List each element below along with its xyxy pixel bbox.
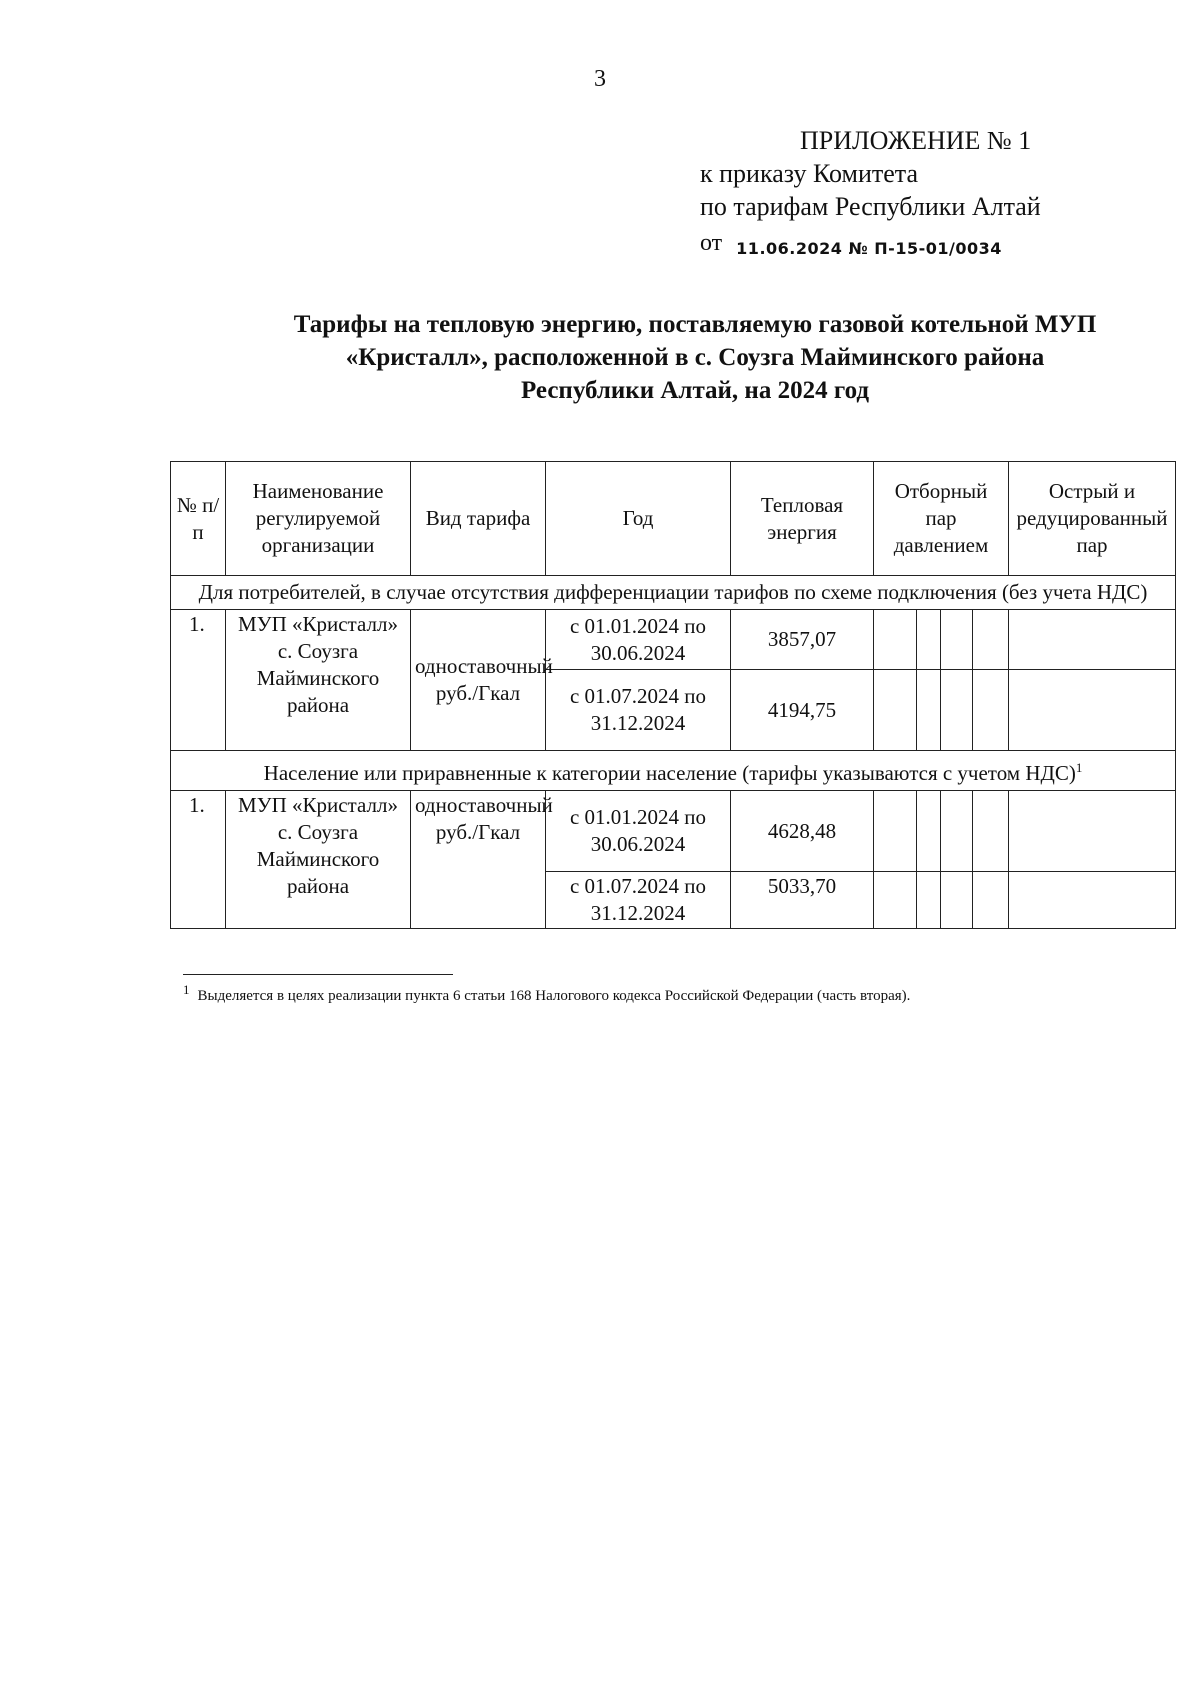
document-title bbox=[220, 308, 1170, 407]
heat-energy-value: 5033,70 bbox=[731, 872, 874, 929]
row-number: 1. bbox=[171, 791, 226, 929]
section-heading-row bbox=[171, 576, 1176, 610]
empty-cell bbox=[941, 610, 973, 670]
empty-cell bbox=[874, 610, 917, 670]
appendix-date-line bbox=[700, 225, 1140, 261]
period-cell: с 01.07.2024 по 31.12.2024 bbox=[546, 872, 731, 929]
organization-cell: МУП «Кристалл» с. Соузга Майминского района bbox=[226, 610, 411, 751]
appendix-date-prefix: от bbox=[700, 230, 723, 256]
heat-energy-value: 4628,48 bbox=[731, 791, 874, 872]
empty-cell bbox=[941, 872, 973, 929]
period-cell: с 01.07.2024 по 31.12.2024 bbox=[546, 670, 731, 751]
appendix-line-1: к приказу Комитета bbox=[700, 159, 919, 188]
page-number: 3 bbox=[594, 66, 606, 92]
header-heat-energy: Тепловая энергия bbox=[731, 462, 874, 576]
empty-cell bbox=[917, 610, 941, 670]
document-title-line-1: Тарифы на тепловую энергию, поставляемую газовой котельной МУП bbox=[293, 311, 1097, 338]
tariff-type-cell: одноставочный руб./Гкал bbox=[411, 610, 546, 751]
header-selected-steam: Отборный пар давлением bbox=[874, 462, 1009, 576]
period-cell: с 01.01.2024 по 30.06.2024 bbox=[546, 791, 731, 872]
header-year: Год bbox=[546, 462, 731, 576]
table-header-row bbox=[171, 462, 1176, 576]
empty-cell bbox=[917, 670, 941, 751]
tariff-type-cell: одноставочный руб./Гкал bbox=[411, 791, 546, 929]
empty-cell bbox=[917, 791, 941, 872]
empty-cell bbox=[973, 610, 1009, 670]
empty-cell bbox=[941, 670, 973, 751]
header-number: № п/п bbox=[171, 462, 226, 576]
row-number: 1. bbox=[171, 610, 226, 751]
footnote-mark: 1 bbox=[183, 982, 190, 997]
footnote-reference: 1 bbox=[1075, 760, 1083, 775]
empty-cell bbox=[973, 791, 1009, 872]
section-heading-text: Для потребителей, в случае отсутствия дифференциации тарифов по схеме подключения (без учета НДС) bbox=[198, 580, 1148, 604]
tariff-table bbox=[170, 461, 1176, 929]
section-heading bbox=[171, 751, 1176, 791]
heat-energy-value: 4194,75 bbox=[731, 670, 874, 751]
section-heading bbox=[171, 576, 1176, 610]
footnote bbox=[183, 980, 1163, 1006]
empty-cell bbox=[1009, 670, 1176, 751]
document-title-line-2: «Кристалл», расположенной в с. Соузга Майминского района bbox=[345, 344, 1045, 371]
empty-cell bbox=[1009, 872, 1176, 929]
empty-cell bbox=[1009, 791, 1176, 872]
period-cell: с 01.01.2024 по 30.06.2024 bbox=[546, 610, 731, 670]
header-sharp-steam: Острый и редуцированный пар bbox=[1009, 462, 1176, 576]
section-heading-text: Население или приравненные к категории население (тарифы указываются с учетом НДС) bbox=[263, 761, 1076, 785]
empty-cell bbox=[973, 872, 1009, 929]
appendix-title: ПРИЛОЖЕНИЕ № 1 bbox=[800, 126, 1032, 155]
organization-cell: МУП «Кристалл» с. Соузга Майминского района bbox=[226, 791, 411, 929]
table-row bbox=[171, 791, 1176, 872]
empty-cell bbox=[1009, 610, 1176, 670]
empty-cell bbox=[874, 872, 917, 929]
appendix-date-value: 11.06.2024 № П-15-01/0034 bbox=[736, 239, 1002, 258]
table-row bbox=[171, 610, 1176, 670]
appendix-block bbox=[700, 124, 1140, 261]
empty-cell bbox=[973, 670, 1009, 751]
footnote-text: Выделяется в целях реализации пункта 6 статьи 168 Налогового кодекса Российской Федерации (часть вторая). bbox=[197, 988, 911, 1004]
empty-cell bbox=[917, 872, 941, 929]
header-organization: Наименование регулируемой организации bbox=[226, 462, 411, 576]
header-tariff-type: Вид тарифа bbox=[411, 462, 546, 576]
footnote-divider bbox=[183, 974, 453, 975]
heat-energy-value: 3857,07 bbox=[731, 610, 874, 670]
empty-cell bbox=[874, 670, 917, 751]
empty-cell bbox=[941, 791, 973, 872]
document-title-line-3: Республики Алтай, на 2024 год bbox=[520, 377, 869, 404]
empty-cell bbox=[874, 791, 917, 872]
section-heading-row bbox=[171, 751, 1176, 791]
appendix-line-2: по тарифам Республики Алтай bbox=[700, 192, 1041, 221]
